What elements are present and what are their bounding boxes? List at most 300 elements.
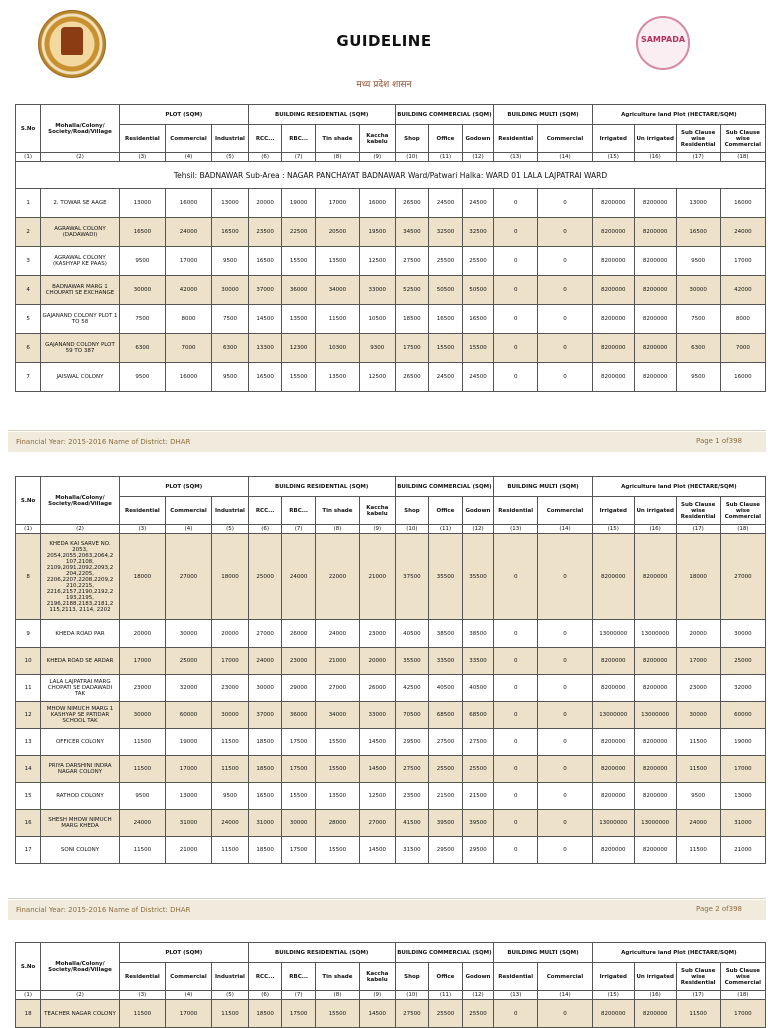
cell-value: 32500 bbox=[462, 218, 493, 247]
cell-value: 31500 bbox=[395, 837, 429, 864]
cell-value: 40500 bbox=[462, 675, 493, 702]
column-header-sc-res: Sub Clause wise Residential bbox=[676, 125, 720, 153]
cell-value: 27500 bbox=[395, 247, 429, 276]
cell-value: 42000 bbox=[720, 276, 765, 305]
cell-mohalla: AGRAWAL COLONY (KASHYAP KE PAAS) bbox=[41, 247, 120, 276]
cell-value: 9500 bbox=[119, 783, 165, 810]
cell-mohalla: BADNAWAR MARG 1 CHOUPATI SE EXCHANGE bbox=[41, 276, 120, 305]
cell-value: 9500 bbox=[676, 363, 720, 392]
column-header-tin: Tin shade bbox=[315, 963, 359, 991]
column-group-building-residential: BUILDING RESIDENTIAL (SQM) bbox=[248, 105, 395, 125]
cell-value: 11500 bbox=[212, 729, 249, 756]
cell-value: 8200000 bbox=[634, 276, 676, 305]
cell-value: 24000 bbox=[282, 534, 316, 620]
column-group-building-multi: BUILDING MULTI (SQM) bbox=[494, 477, 593, 497]
cell-value: 39500 bbox=[429, 810, 463, 837]
cell-value: 24000 bbox=[212, 810, 249, 837]
cell-sno: 6 bbox=[16, 334, 41, 363]
cell-value: 60000 bbox=[165, 702, 211, 729]
cell-value: 25000 bbox=[165, 648, 211, 675]
cell-value: 8200000 bbox=[592, 334, 634, 363]
cell-value: 11500 bbox=[676, 837, 720, 864]
cell-value: 11500 bbox=[119, 1000, 165, 1028]
cell-value: 14500 bbox=[359, 1000, 395, 1028]
cell-mohalla: KHEDA KAI SARVE NO. 2053, 2054,2055,2063,2064,2 107,2108, 2109,2091,2092,2093,2 204,2205, 2206,2207,2208,2209,2 210,2215, 2216,2157,2190,2192,2 193,2195, 2196,2188,2183,2181,2 115,2113, 2114, 2202 bbox=[41, 534, 120, 620]
cell-value: 0 bbox=[538, 810, 593, 837]
cell-value: 0 bbox=[538, 620, 593, 648]
column-number: (17) bbox=[676, 991, 720, 1000]
cell-value: 17500 bbox=[282, 1000, 316, 1028]
column-group-agriculture: Agriculture land Plot (HECTARE/SQM) bbox=[592, 943, 765, 963]
column-number: (12) bbox=[462, 525, 493, 534]
column-number: (17) bbox=[676, 525, 720, 534]
column-number: (10) bbox=[395, 153, 429, 162]
column-number: (4) bbox=[165, 991, 211, 1000]
cell-value: 15500 bbox=[462, 334, 493, 363]
cell-value: 0 bbox=[538, 648, 593, 675]
cell-sno: 18 bbox=[16, 1000, 41, 1028]
cell-value: 17000 bbox=[119, 648, 165, 675]
cell-value: 34000 bbox=[315, 702, 359, 729]
cell-value: 9300 bbox=[359, 334, 395, 363]
cell-value: 8200000 bbox=[592, 675, 634, 702]
column-number: (6) bbox=[248, 991, 282, 1000]
cell-value: 20000 bbox=[248, 189, 282, 218]
cell-value: 8200000 bbox=[634, 729, 676, 756]
table-row bbox=[16, 247, 766, 276]
footer-financial-year: Financial Year: 2015-2016 Name of District: DHAR bbox=[16, 906, 191, 914]
cell-value: 8200000 bbox=[592, 247, 634, 276]
cell-value: 15500 bbox=[282, 247, 316, 276]
cell-value: 16500 bbox=[248, 783, 282, 810]
column-number: (14) bbox=[538, 153, 593, 162]
cell-value: 13000000 bbox=[592, 620, 634, 648]
cell-value: 17500 bbox=[282, 837, 316, 864]
cell-value: 17000 bbox=[212, 648, 249, 675]
column-header-p-ind: Industrial bbox=[212, 125, 249, 153]
cell-value: 8200000 bbox=[634, 534, 676, 620]
cell-value: 30000 bbox=[212, 702, 249, 729]
tehsil-heading: Tehsil: BADNAWAR Sub-Area : NAGAR PANCHAYAT BADNAWAR Ward/Patwari Halka: WARD 01 LALA LAJPATRAI WARD bbox=[16, 162, 766, 189]
guideline-table-page-1 bbox=[15, 104, 766, 392]
cell-value: 40500 bbox=[395, 620, 429, 648]
cell-value: 30000 bbox=[676, 276, 720, 305]
header-row bbox=[16, 477, 766, 497]
cell-value: 40500 bbox=[429, 675, 463, 702]
cell-value: 9500 bbox=[212, 783, 249, 810]
cell-sno: 2 bbox=[16, 218, 41, 247]
cell-value: 0 bbox=[538, 276, 593, 305]
cell-value: 9500 bbox=[119, 363, 165, 392]
column-number: (9) bbox=[359, 525, 395, 534]
column-group-building-multi: BUILDING MULTI (SQM) bbox=[494, 943, 593, 963]
cell-value: 13300 bbox=[248, 334, 282, 363]
column-number: (16) bbox=[634, 153, 676, 162]
guideline-table-page-2 bbox=[15, 476, 766, 864]
cell-value: 25000 bbox=[248, 534, 282, 620]
column-header-tin: Tin shade bbox=[315, 497, 359, 525]
cell-value: 0 bbox=[538, 783, 593, 810]
cell-value: 11500 bbox=[212, 756, 249, 783]
cell-value: 17000 bbox=[165, 1000, 211, 1028]
column-header-sno: S.No bbox=[16, 943, 41, 991]
cell-value: 24500 bbox=[462, 189, 493, 218]
cell-value: 15500 bbox=[282, 363, 316, 392]
cell-value: 16500 bbox=[119, 218, 165, 247]
cell-value: 18500 bbox=[248, 756, 282, 783]
column-number: (8) bbox=[315, 525, 359, 534]
column-number: (5) bbox=[212, 991, 249, 1000]
column-header-p-ind: Industrial bbox=[212, 963, 249, 991]
column-group-plot: PLOT (SQM) bbox=[119, 105, 248, 125]
cell-value: 26500 bbox=[395, 363, 429, 392]
cell-value: 0 bbox=[494, 783, 538, 810]
cell-value: 8200000 bbox=[634, 305, 676, 334]
cell-value: 24500 bbox=[462, 363, 493, 392]
guideline-table-page-3 bbox=[15, 942, 766, 1028]
cell-value: 18500 bbox=[395, 305, 429, 334]
cell-value: 25500 bbox=[462, 247, 493, 276]
cell-value: 0 bbox=[538, 305, 593, 334]
cell-sno: 3 bbox=[16, 247, 41, 276]
cell-value: 24000 bbox=[720, 218, 765, 247]
column-number: (12) bbox=[462, 991, 493, 1000]
cell-value: 42500 bbox=[395, 675, 429, 702]
cell-value: 8000 bbox=[165, 305, 211, 334]
cell-value: 0 bbox=[494, 334, 538, 363]
table-row bbox=[16, 276, 766, 305]
cell-value: 8200000 bbox=[592, 218, 634, 247]
cell-value: 21000 bbox=[359, 534, 395, 620]
column-header-office: Office bbox=[429, 963, 463, 991]
cell-value: 17500 bbox=[395, 334, 429, 363]
cell-value: 16500 bbox=[212, 218, 249, 247]
page-footer-2 bbox=[8, 900, 766, 920]
column-header-rbc: RBC... bbox=[282, 125, 316, 153]
cell-value: 8200000 bbox=[592, 783, 634, 810]
cell-value: 30000 bbox=[165, 620, 211, 648]
cell-value: 8200000 bbox=[634, 218, 676, 247]
column-header-unirr-2: Un irrigated bbox=[634, 963, 676, 991]
cell-value: 7000 bbox=[720, 334, 765, 363]
cell-value: 8200000 bbox=[592, 648, 634, 675]
header-row bbox=[16, 125, 766, 153]
cell-value: 23500 bbox=[395, 783, 429, 810]
cell-value: 68500 bbox=[462, 702, 493, 729]
cell-mohalla: AGRAWAL COLONY (DADAWADI) bbox=[41, 218, 120, 247]
cell-value: 12500 bbox=[359, 783, 395, 810]
cell-value: 11500 bbox=[212, 1000, 249, 1028]
cell-value: 18500 bbox=[248, 729, 282, 756]
cell-value: 17000 bbox=[720, 756, 765, 783]
cell-value: 25000 bbox=[720, 648, 765, 675]
cell-value: 22500 bbox=[282, 218, 316, 247]
cell-value: 18000 bbox=[119, 534, 165, 620]
cell-value: 7000 bbox=[165, 334, 211, 363]
cell-value: 31000 bbox=[248, 810, 282, 837]
cell-value: 11500 bbox=[676, 1000, 720, 1028]
column-number: (6) bbox=[248, 525, 282, 534]
table-row bbox=[16, 810, 766, 837]
cell-mohalla: GAJANAND COLONY PLOT 59 TO 387 bbox=[41, 334, 120, 363]
column-number: (10) bbox=[395, 525, 429, 534]
cell-value: 11500 bbox=[119, 837, 165, 864]
cell-value: 0 bbox=[538, 675, 593, 702]
column-header-p-res: Residential bbox=[119, 963, 165, 991]
column-header-sc-res: Sub Clause wise Residential bbox=[676, 963, 720, 991]
cell-value: 30000 bbox=[212, 276, 249, 305]
column-header-rcc: RCC... bbox=[248, 497, 282, 525]
column-number: (7) bbox=[282, 153, 316, 162]
cell-value: 24000 bbox=[676, 810, 720, 837]
column-number: (11) bbox=[429, 525, 463, 534]
column-header-irr: Irrigated bbox=[592, 497, 634, 525]
cell-value: 35500 bbox=[395, 648, 429, 675]
column-number: (1) bbox=[16, 153, 41, 162]
cell-value: 0 bbox=[538, 702, 593, 729]
cell-value: 8200000 bbox=[634, 648, 676, 675]
cell-value: 0 bbox=[538, 218, 593, 247]
cell-value: 8200000 bbox=[634, 363, 676, 392]
table-row bbox=[16, 729, 766, 756]
cell-value: 17000 bbox=[720, 247, 765, 276]
cell-sno: 7 bbox=[16, 363, 41, 392]
header-row bbox=[16, 497, 766, 525]
cell-value: 8200000 bbox=[634, 1000, 676, 1028]
cell-value: 13000000 bbox=[634, 810, 676, 837]
column-header-shop: Shop bbox=[395, 125, 429, 153]
cell-value: 0 bbox=[538, 334, 593, 363]
cell-value: 21000 bbox=[315, 648, 359, 675]
cell-value: 23000 bbox=[212, 675, 249, 702]
cell-value: 8200000 bbox=[634, 837, 676, 864]
cell-value: 24000 bbox=[165, 218, 211, 247]
cell-value: 33500 bbox=[462, 648, 493, 675]
table-row bbox=[16, 363, 766, 392]
cell-value: 0 bbox=[538, 729, 593, 756]
cell-value: 8200000 bbox=[634, 756, 676, 783]
column-number: (13) bbox=[494, 525, 538, 534]
cell-value: 36000 bbox=[282, 702, 316, 729]
page-subtitle: मध्य प्रदेश शासन bbox=[356, 80, 412, 90]
cell-value: 29500 bbox=[429, 837, 463, 864]
cell-value: 8200000 bbox=[592, 837, 634, 864]
column-number: (8) bbox=[315, 991, 359, 1000]
cell-value: 8200000 bbox=[592, 756, 634, 783]
column-number: (13) bbox=[494, 153, 538, 162]
column-number: (12) bbox=[462, 153, 493, 162]
cell-value: 0 bbox=[538, 756, 593, 783]
column-group-building-commercial: BUILDING COMMERCIAL (SQM) bbox=[395, 943, 494, 963]
cell-value: 22000 bbox=[315, 534, 359, 620]
cell-mohalla: RATHOD COLONY bbox=[41, 783, 120, 810]
column-header-godown: Godown bbox=[462, 497, 493, 525]
column-number: (3) bbox=[119, 991, 165, 1000]
cell-value: 12300 bbox=[282, 334, 316, 363]
cell-value: 19500 bbox=[359, 218, 395, 247]
page-footer-1 bbox=[8, 432, 766, 452]
column-number-row bbox=[16, 525, 766, 534]
cell-value: 16000 bbox=[165, 189, 211, 218]
cell-mohalla: MHOW NIMUCH MARG 1 KASHYAP SE PATIDAR SCHOOL TAK bbox=[41, 702, 120, 729]
cell-value: 50500 bbox=[429, 276, 463, 305]
column-header-sc-com: Sub Clause wise Commercial bbox=[720, 963, 765, 991]
column-number: (15) bbox=[592, 153, 634, 162]
cell-value: 11500 bbox=[212, 837, 249, 864]
column-header-mohalla: Mohalla/Colony/ Society/Road/Village bbox=[41, 943, 120, 991]
cell-value: 15500 bbox=[315, 837, 359, 864]
cell-value: 0 bbox=[538, 189, 593, 218]
cell-value: 26500 bbox=[395, 189, 429, 218]
column-number-row bbox=[16, 153, 766, 162]
cell-value: 52500 bbox=[395, 276, 429, 305]
cell-value: 18000 bbox=[212, 534, 249, 620]
cell-value: 16000 bbox=[165, 363, 211, 392]
footer-page-number: Page 1 of398 bbox=[696, 437, 742, 445]
cell-value: 27500 bbox=[395, 756, 429, 783]
column-header-kac: Kaccha kabelu bbox=[359, 963, 395, 991]
cell-value: 37500 bbox=[395, 534, 429, 620]
page-title: GUIDELINE bbox=[336, 32, 432, 50]
cell-value: 33000 bbox=[359, 702, 395, 729]
cell-value: 15500 bbox=[429, 334, 463, 363]
cell-value: 24000 bbox=[119, 810, 165, 837]
sampada-logo-icon: SAMPADA bbox=[636, 16, 690, 70]
cell-value: 8000 bbox=[720, 305, 765, 334]
cell-value: 9500 bbox=[212, 247, 249, 276]
column-header-mohalla: Mohalla/Colony/ Society/Road/Village bbox=[41, 477, 120, 525]
column-number: (18) bbox=[720, 991, 765, 1000]
column-group-agriculture: Agriculture land Plot (HECTARE/SQM) bbox=[592, 105, 765, 125]
cell-value: 11500 bbox=[119, 756, 165, 783]
cell-value: 37000 bbox=[248, 276, 282, 305]
column-number: (9) bbox=[359, 991, 395, 1000]
cell-value: 24500 bbox=[429, 363, 463, 392]
cell-value: 34500 bbox=[395, 218, 429, 247]
column-number: (7) bbox=[282, 991, 316, 1000]
column-number: (2) bbox=[41, 525, 120, 534]
column-header-rbc: RBC... bbox=[282, 963, 316, 991]
cell-value: 0 bbox=[494, 756, 538, 783]
cell-value: 20000 bbox=[119, 620, 165, 648]
cell-value: 14500 bbox=[359, 756, 395, 783]
cell-mohalla: LALA LAJPATRAI MARG CHOPATI SE DADAWADI TAK bbox=[41, 675, 120, 702]
cell-value: 21000 bbox=[165, 837, 211, 864]
cell-value: 26000 bbox=[282, 620, 316, 648]
cell-mohalla: 2. TOWAR SE AAGE bbox=[41, 189, 120, 218]
column-header-godown: Godown bbox=[462, 963, 493, 991]
cell-value: 8200000 bbox=[634, 189, 676, 218]
column-header-unirr-1: Un irrigated bbox=[634, 125, 676, 153]
cell-value: 7500 bbox=[212, 305, 249, 334]
column-number: (8) bbox=[315, 153, 359, 162]
column-header-m-res: Residential bbox=[494, 125, 538, 153]
column-group-building-commercial: BUILDING COMMERCIAL (SQM) bbox=[395, 105, 494, 125]
tehsil-row bbox=[16, 162, 766, 189]
cell-value: 24000 bbox=[315, 620, 359, 648]
cell-value: 29500 bbox=[395, 729, 429, 756]
table-row bbox=[16, 334, 766, 363]
column-number: (2) bbox=[41, 991, 120, 1000]
cell-value: 23000 bbox=[359, 620, 395, 648]
cell-value: 0 bbox=[494, 702, 538, 729]
cell-sno: 17 bbox=[16, 837, 41, 864]
table-row bbox=[16, 620, 766, 648]
cell-value: 0 bbox=[538, 247, 593, 276]
cell-value: 20000 bbox=[359, 648, 395, 675]
column-group-building-residential: BUILDING RESIDENTIAL (SQM) bbox=[248, 477, 395, 497]
cell-value: 32500 bbox=[429, 218, 463, 247]
column-header-sno: S.No bbox=[16, 477, 41, 525]
cell-value: 20000 bbox=[676, 620, 720, 648]
cell-value: 17000 bbox=[720, 1000, 765, 1028]
cell-value: 60000 bbox=[720, 702, 765, 729]
cell-value: 0 bbox=[494, 810, 538, 837]
cell-value: 17000 bbox=[676, 648, 720, 675]
cell-value: 25500 bbox=[429, 756, 463, 783]
cell-value: 10500 bbox=[359, 305, 395, 334]
cell-value: 11500 bbox=[676, 729, 720, 756]
table-row bbox=[16, 1000, 766, 1028]
cell-value: 0 bbox=[538, 534, 593, 620]
cell-value: 30000 bbox=[676, 702, 720, 729]
cell-sno: 8 bbox=[16, 534, 41, 620]
column-number: (11) bbox=[429, 991, 463, 1000]
column-header-rcc: RCC... bbox=[248, 125, 282, 153]
table-row bbox=[16, 675, 766, 702]
cell-value: 27500 bbox=[395, 1000, 429, 1028]
cell-value: 16000 bbox=[720, 363, 765, 392]
column-number: (17) bbox=[676, 153, 720, 162]
column-number: (18) bbox=[720, 153, 765, 162]
cell-value: 8200000 bbox=[592, 1000, 634, 1028]
cell-value: 10300 bbox=[315, 334, 359, 363]
table-row bbox=[16, 534, 766, 620]
cell-value: 0 bbox=[494, 837, 538, 864]
cell-value: 30000 bbox=[119, 702, 165, 729]
cell-value: 0 bbox=[494, 534, 538, 620]
cell-mohalla: KHEDA ROAD SE ARDAR bbox=[41, 648, 120, 675]
column-header-rbc: RBC... bbox=[282, 497, 316, 525]
cell-value: 13500 bbox=[315, 783, 359, 810]
cell-sno: 14 bbox=[16, 756, 41, 783]
column-number: (11) bbox=[429, 153, 463, 162]
column-header-sc-res: Sub Clause wise Residential bbox=[676, 497, 720, 525]
column-number: (4) bbox=[165, 153, 211, 162]
table-row bbox=[16, 189, 766, 218]
cell-value: 16000 bbox=[720, 189, 765, 218]
cell-value: 13000 bbox=[165, 783, 211, 810]
cell-value: 9500 bbox=[119, 247, 165, 276]
column-number: (15) bbox=[592, 525, 634, 534]
cell-sno: 15 bbox=[16, 783, 41, 810]
cell-value: 34000 bbox=[315, 276, 359, 305]
column-number-row bbox=[16, 991, 766, 1000]
cell-value: 17500 bbox=[282, 756, 316, 783]
cell-value: 6300 bbox=[119, 334, 165, 363]
cell-value: 13000 bbox=[212, 189, 249, 218]
table-row bbox=[16, 648, 766, 675]
cell-value: 8200000 bbox=[592, 363, 634, 392]
column-header-office: Office bbox=[429, 125, 463, 153]
cell-value: 0 bbox=[494, 620, 538, 648]
column-number: (4) bbox=[165, 525, 211, 534]
cell-value: 68500 bbox=[429, 702, 463, 729]
cell-value: 16500 bbox=[462, 305, 493, 334]
cell-value: 18500 bbox=[248, 837, 282, 864]
footer-financial-year: Financial Year: 2015-2016 Name of District: DHAR bbox=[16, 438, 191, 446]
cell-value: 29000 bbox=[282, 675, 316, 702]
